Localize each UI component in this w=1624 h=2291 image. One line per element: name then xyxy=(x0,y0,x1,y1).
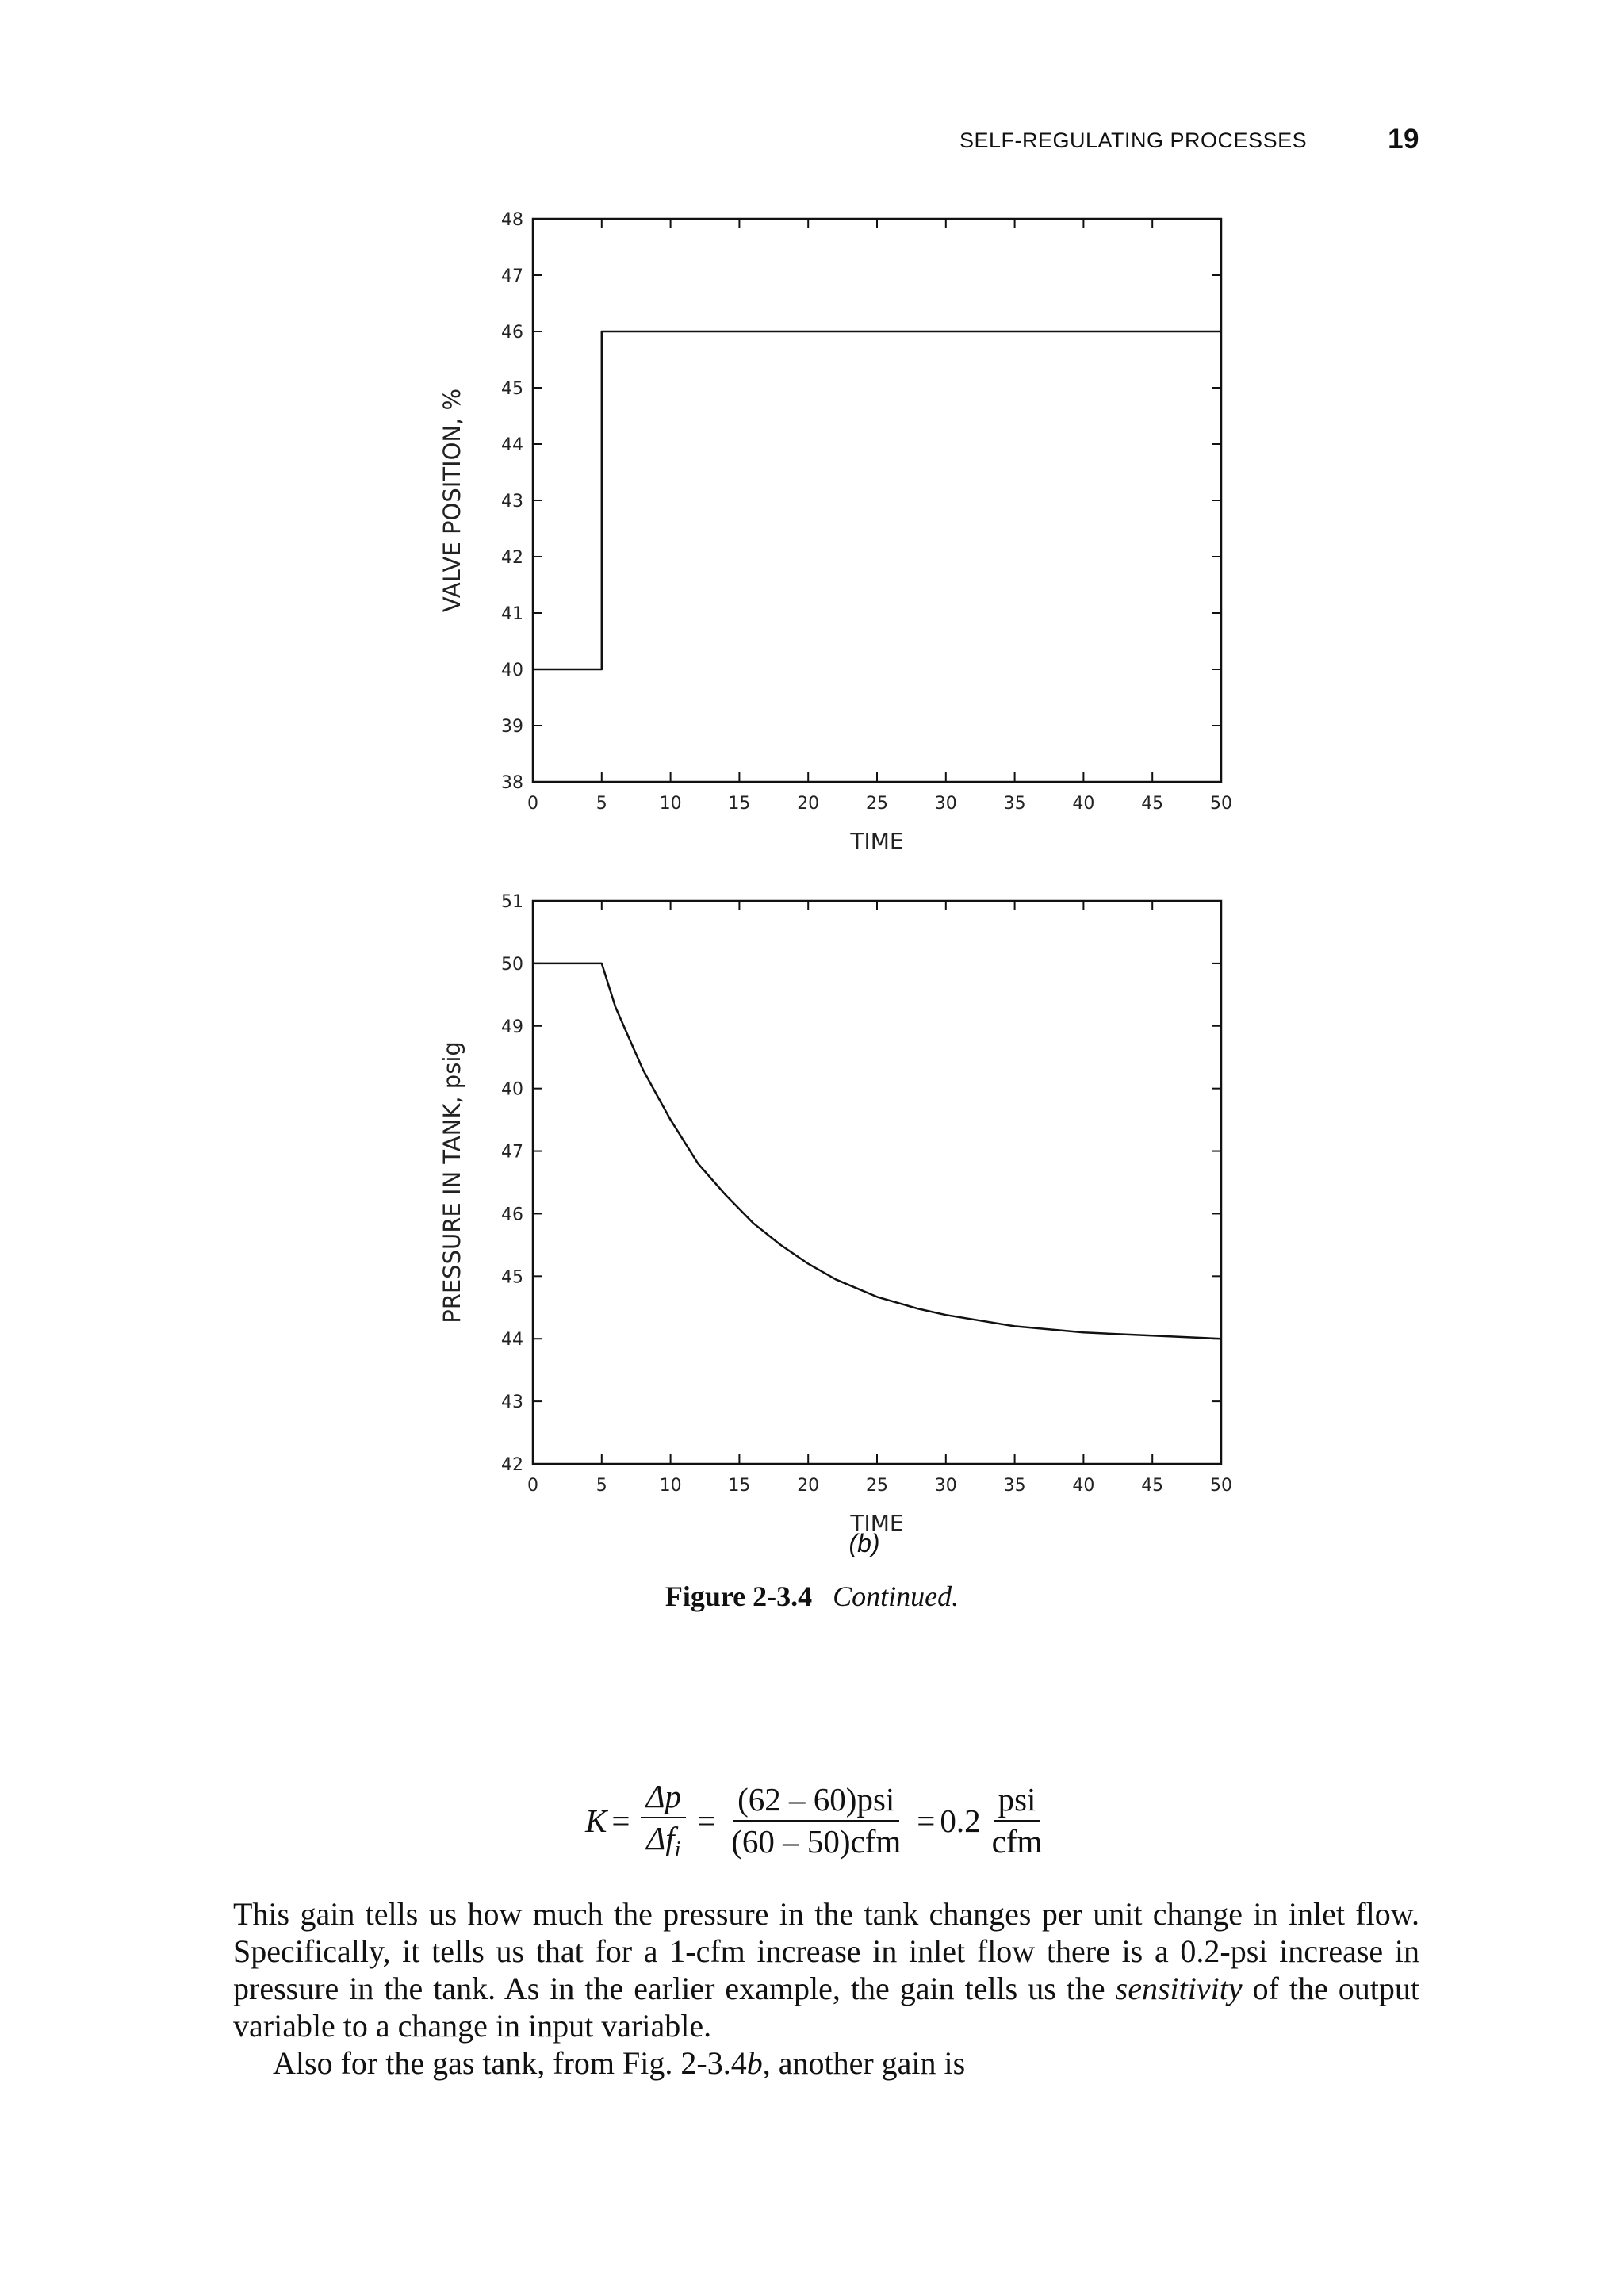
equation-equals-3: = xyxy=(917,1803,936,1839)
valve-xtick-label: 15 xyxy=(728,794,751,814)
valve-xtick-label: 35 xyxy=(1003,794,1026,814)
valve-plot-frame xyxy=(533,219,1221,782)
pressure-series-line xyxy=(533,964,1221,1339)
delta-f-subscript: i xyxy=(674,1837,681,1863)
valve-ytick-label: 38 xyxy=(501,773,523,793)
pressure-x-axis-label: TIME xyxy=(850,1510,904,1536)
valve-ytick-label: 39 xyxy=(501,717,523,737)
paragraph-1 xyxy=(233,1895,1419,2044)
pressure-xtick-label: 5 xyxy=(596,1476,607,1496)
pressure-xtick-label: 25 xyxy=(866,1476,888,1496)
delta-f: Δf xyxy=(646,1820,675,1857)
fraction-values-numerator: (62 – 60)psi xyxy=(733,1782,899,1822)
valve-series-line xyxy=(533,331,1221,669)
paragraph-2-emphasis: b xyxy=(746,2045,763,2081)
pressure-xtick-label: 20 xyxy=(797,1476,820,1496)
tank-pressure-chart xyxy=(0,880,1285,1536)
pressure-xtick-label: 30 xyxy=(934,1476,957,1496)
valve-ytick-label: 46 xyxy=(501,323,523,343)
valve-ytick-label: 42 xyxy=(501,548,523,568)
panel-label: (b) xyxy=(848,1529,880,1557)
valve-ytick-label: 47 xyxy=(501,266,523,286)
valve-xtick-label: 50 xyxy=(1210,794,1232,814)
equation-lhs: K xyxy=(585,1803,607,1839)
figure-caption xyxy=(0,1580,1624,1613)
valve-xtick-label: 25 xyxy=(866,794,888,814)
pressure-xtick-label: 0 xyxy=(527,1476,538,1496)
valve-xtick-label: 45 xyxy=(1141,794,1164,814)
fraction-units xyxy=(987,1782,1048,1860)
valve-xtick-label: 10 xyxy=(659,794,682,814)
pressure-xtick-label: 10 xyxy=(659,1476,682,1496)
fraction-units-numerator: psi xyxy=(994,1782,1041,1822)
paragraph-1-end: of the output variable to a change in input variable. xyxy=(233,1971,1419,2044)
pressure-plot-frame xyxy=(533,901,1221,1464)
valve-xtick-label: 40 xyxy=(1072,794,1095,814)
valve-ytick-label: 40 xyxy=(501,661,523,680)
valve-ytick-label: 41 xyxy=(501,604,523,624)
valve-ytick-label: 48 xyxy=(501,210,523,230)
valve-xtick-label: 0 xyxy=(527,794,538,814)
fraction-values-denominator: (60 – 50)cfm xyxy=(731,1823,902,1860)
pressure-xtick-label: 15 xyxy=(728,1476,751,1496)
valve-xtick-label: 5 xyxy=(596,794,607,814)
valve-x-axis-label: TIME xyxy=(850,828,904,854)
paragraph-1-emphasis: sensitivity xyxy=(1115,1971,1243,2006)
page-number: 19 xyxy=(1388,124,1419,155)
pressure-ytick-label: 47 xyxy=(501,1142,523,1163)
paragraph-2 xyxy=(233,2044,1419,2082)
running-head xyxy=(959,124,1419,155)
pressure-xtick-label: 45 xyxy=(1141,1476,1164,1496)
running-title: SELF-REGULATING PROCESSES xyxy=(959,128,1308,152)
pressure-ytick-label: 49 xyxy=(501,1017,523,1037)
valve-xtick-label: 20 xyxy=(797,794,820,814)
valve-position-chart xyxy=(0,198,1285,854)
paragraph-2-text: Also for the gas tank, from Fig. 2-3.4 xyxy=(273,2045,747,2081)
pressure-ytick-label: 44 xyxy=(501,1330,523,1350)
body-text xyxy=(233,1895,1419,2082)
pressure-ytick-label: 51 xyxy=(501,892,523,912)
fraction-delta-denominator xyxy=(642,1818,685,1863)
caption-label: Figure 2-3.4 xyxy=(665,1580,813,1612)
caption-text: Continued. xyxy=(833,1580,959,1612)
pressure-ytick-label: 45 xyxy=(501,1267,523,1288)
fraction-values xyxy=(726,1782,906,1860)
fraction-units-denominator: cfm xyxy=(991,1823,1043,1860)
pressure-ytick-label: 40 xyxy=(501,1079,523,1100)
pressure-ytick-label: 50 xyxy=(501,954,523,975)
pressure-ytick-label: 43 xyxy=(501,1393,523,1413)
equation-equals-1: = xyxy=(611,1803,630,1839)
equation-coefficient: 0.2 xyxy=(940,1803,981,1839)
paragraph-2-end: , another gain is xyxy=(762,2045,966,2081)
fraction-delta-numerator: Δp xyxy=(641,1779,686,1818)
gain-equation xyxy=(585,1773,1053,1868)
pressure-y-axis-label: PRESSURE IN TANK, psig xyxy=(439,1041,465,1324)
pressure-xtick-label: 50 xyxy=(1210,1476,1232,1496)
pressure-ytick-label: 42 xyxy=(501,1455,523,1475)
valve-ytick-label: 44 xyxy=(501,435,523,455)
equation-equals-2: = xyxy=(697,1803,716,1839)
pressure-xtick-label: 35 xyxy=(1003,1476,1026,1496)
paragraph-1-text: This gain tells us how much the pressure in the tank changes per unit change in inlet flow. Specifically, it tells us that for a 1-cfm increase in inlet flow there is a 0.2-psi increase in pressure in the tank. As in the earlier example, the gain tells us the xyxy=(233,1896,1419,2006)
valve-xtick-label: 30 xyxy=(934,794,957,814)
pressure-xtick-label: 40 xyxy=(1072,1476,1095,1496)
valve-ytick-label: 45 xyxy=(501,379,523,399)
valve-y-axis-label: VALVE POSITION, % xyxy=(439,388,465,613)
fraction-delta xyxy=(641,1779,686,1863)
pressure-ytick-label: 46 xyxy=(501,1205,523,1225)
valve-ytick-label: 43 xyxy=(501,492,523,511)
